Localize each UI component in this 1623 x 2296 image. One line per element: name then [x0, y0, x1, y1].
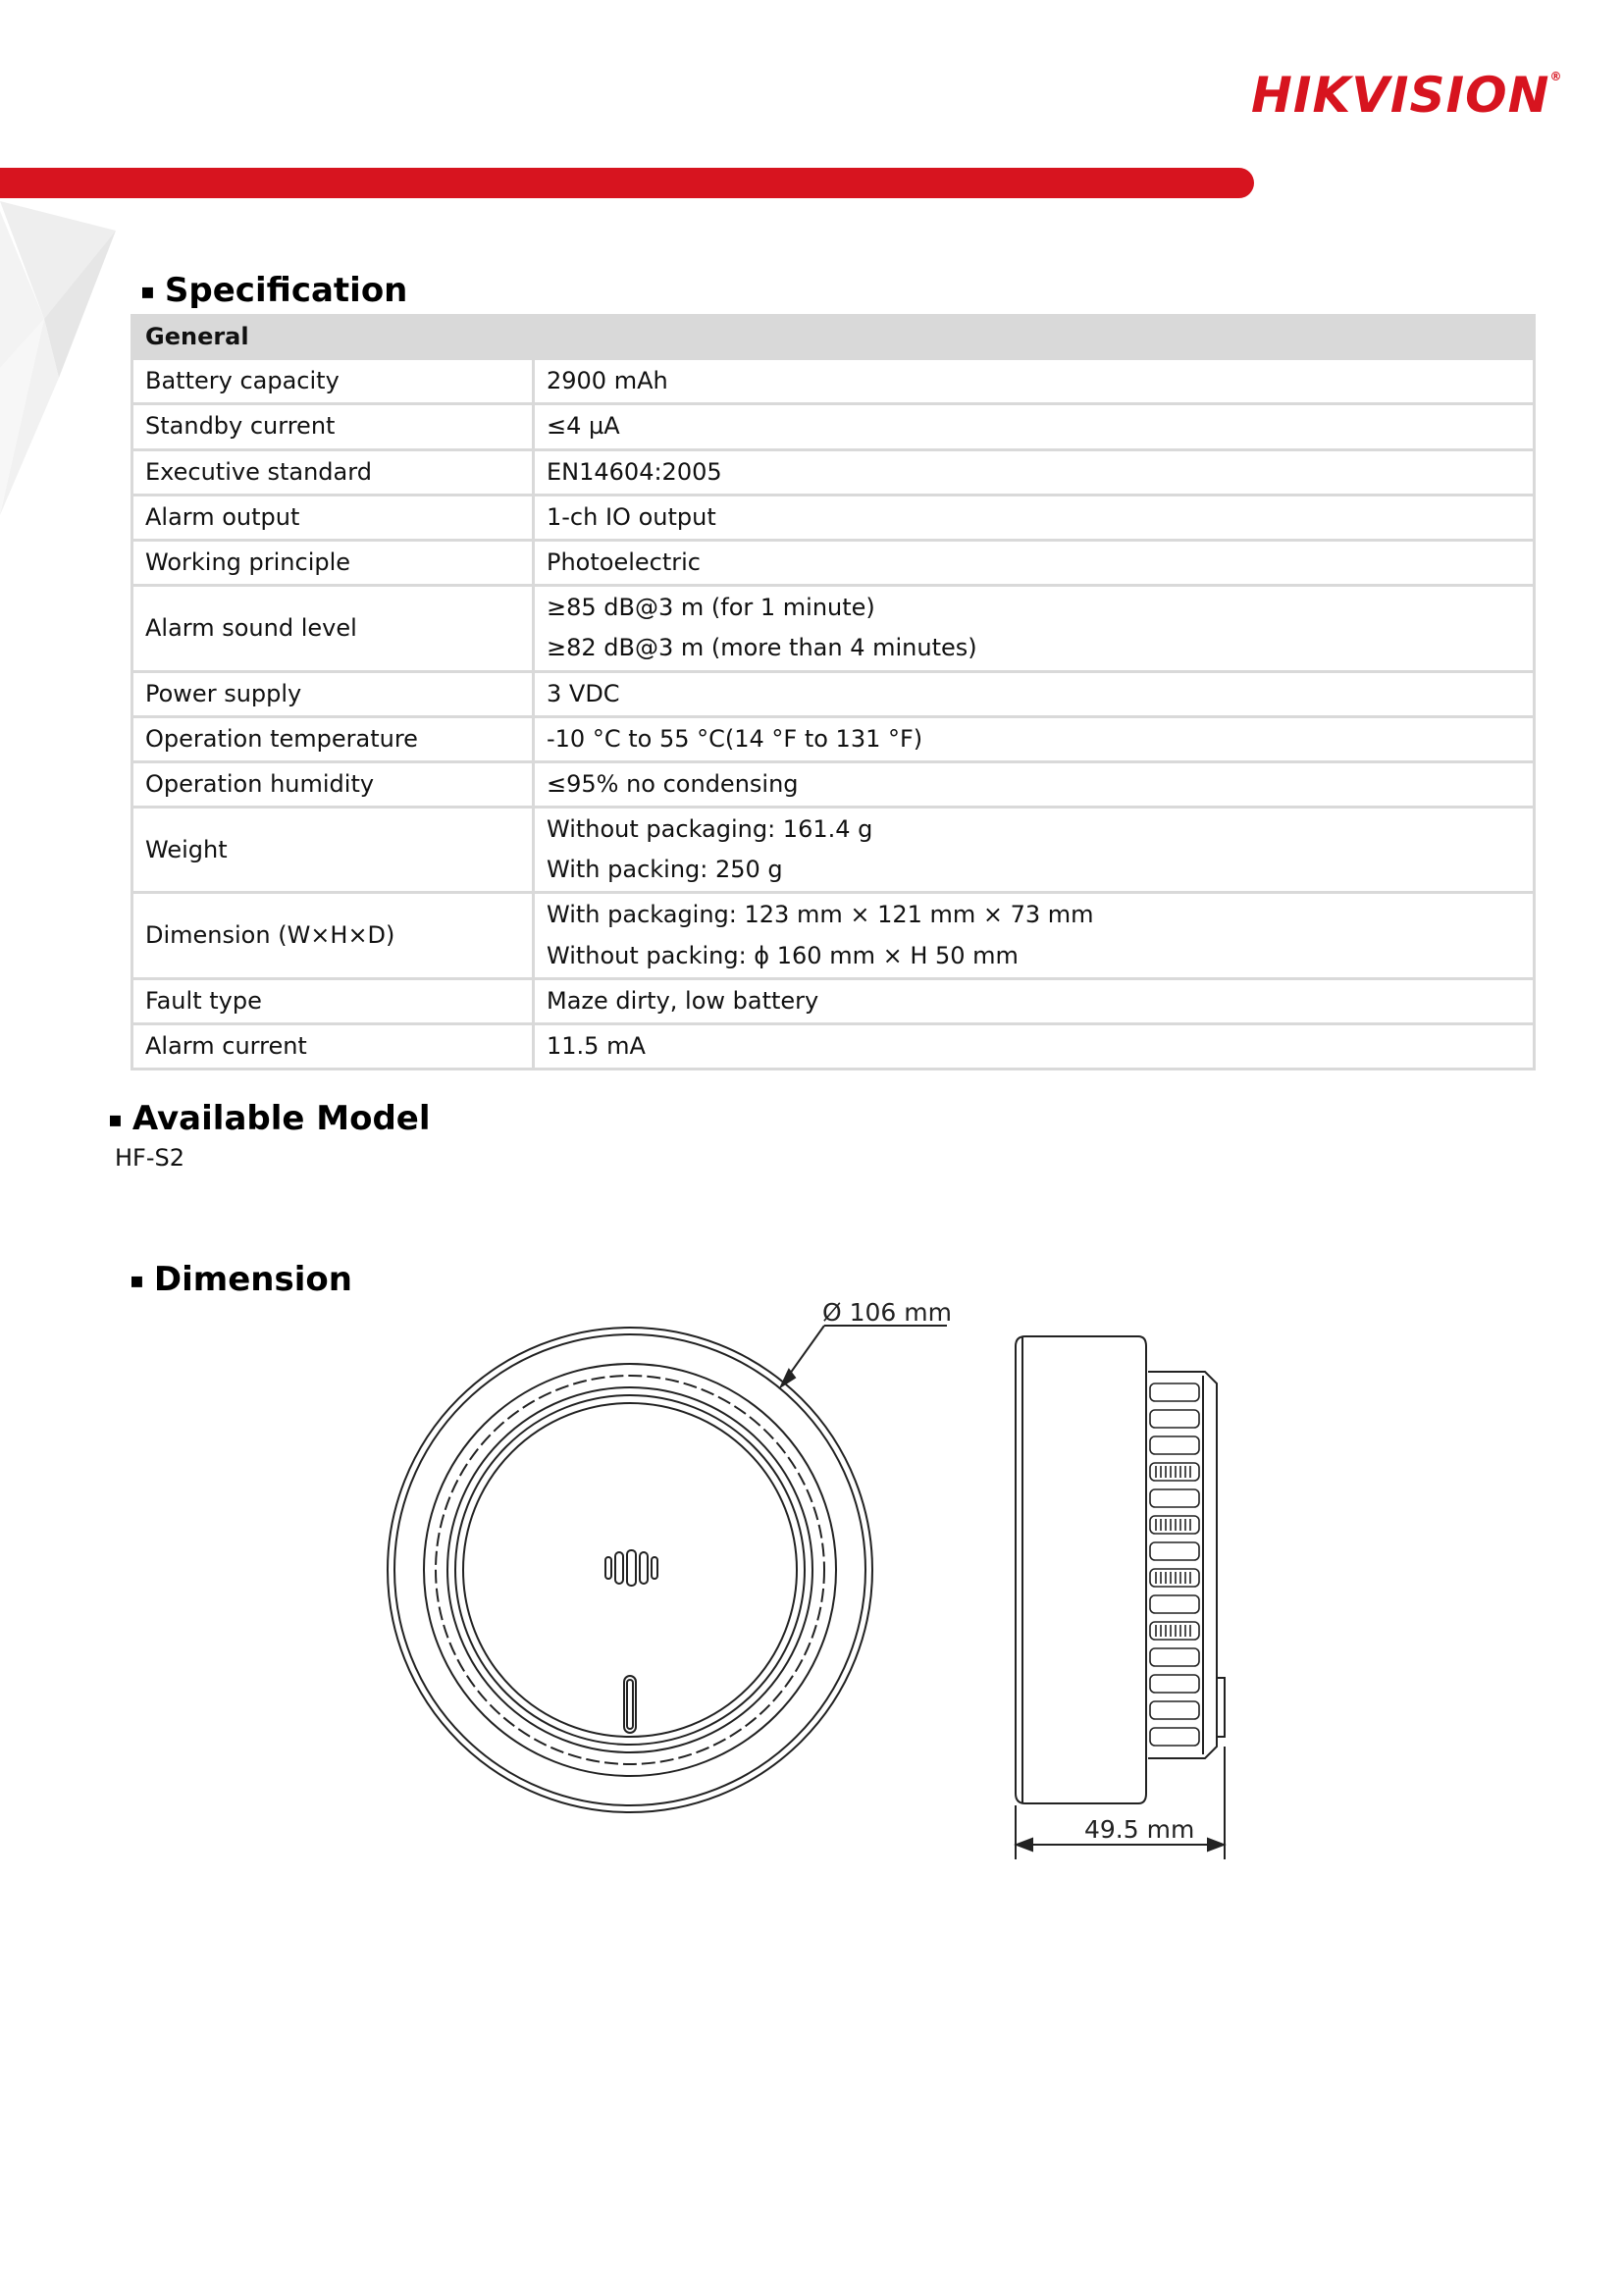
available-model-title: Available Model: [131, 1099, 431, 1138]
vent-fin: [1150, 1622, 1199, 1640]
spec-value: [534, 1024, 1535, 1070]
logo-part-vision: VISION: [1351, 67, 1550, 124]
spec-key: Working principle: [132, 540, 534, 585]
side-base-tab: [1217, 1678, 1225, 1737]
vent-fin: [1150, 1383, 1199, 1401]
dimension-title: Dimension: [153, 1260, 352, 1299]
spec-key: Executive standard: [132, 449, 534, 495]
detector-top-view: [388, 1328, 872, 1812]
spec-key: Alarm current: [132, 1024, 534, 1070]
table-row: [132, 716, 1535, 761]
spec-value: [534, 808, 1535, 893]
vent-fin: [1150, 1648, 1199, 1666]
spec-key: Battery capacity: [132, 359, 534, 404]
spec-value-line: Photoelectric: [547, 548, 701, 576]
specification-table: [131, 314, 1536, 1070]
spec-value: [534, 978, 1535, 1023]
spec-value-line: Without packaging: 161.4 g: [547, 815, 873, 844]
spec-value: [534, 449, 1535, 495]
bullet-square-icon: ▪: [140, 279, 155, 304]
spec-value-line: Without packing: ϕ 160 mm × H 50 mm: [547, 941, 1019, 969]
spec-value: [534, 716, 1535, 761]
spec-value-line: ≤4 µA: [547, 412, 620, 441]
registered-mark: ®: [1549, 70, 1563, 83]
vent-fin: [1150, 1569, 1199, 1587]
spec-key: Alarm sound level: [132, 586, 534, 671]
spec-value-line: Maze dirty, low battery: [547, 986, 819, 1015]
vent-fin: [1150, 1701, 1199, 1719]
vent-fin: [1150, 1489, 1199, 1507]
model-name: HF-S2: [115, 1144, 185, 1172]
depth-label: 49.5 mm: [1084, 1815, 1195, 1844]
table-row: [132, 761, 1535, 807]
diameter-leader-line: [781, 1326, 947, 1386]
vent-fin: [1150, 1595, 1199, 1613]
spec-key: Standby current: [132, 404, 534, 449]
spec-value: [534, 586, 1535, 671]
spec-value-line: ≥85 dB@3 m (for 1 minute): [547, 594, 875, 622]
logo-part-hik: HIK: [1251, 67, 1352, 124]
bullet-square-icon: ▪: [108, 1107, 123, 1132]
table-row: [132, 540, 1535, 585]
bullet-square-icon: ▪: [130, 1268, 144, 1293]
table-row: [132, 808, 1535, 893]
vent-fin: [1150, 1410, 1199, 1428]
spec-value-line: ≤95% no condensing: [547, 769, 799, 798]
spec-value: [534, 495, 1535, 540]
dimension-drawing: [373, 1285, 1305, 1894]
spec-value: [534, 404, 1535, 449]
table-row: [132, 1024, 1535, 1070]
spec-value-line: 3 VDC: [547, 679, 620, 707]
diameter-label: Ø 106 mm: [822, 1298, 952, 1327]
table-row: [132, 586, 1535, 671]
spec-value: [534, 671, 1535, 716]
decorative-shards: [0, 201, 128, 525]
spec-value: [534, 761, 1535, 807]
spec-value: [534, 359, 1535, 404]
specification-heading: [140, 271, 408, 310]
table-group-row: [132, 316, 1535, 359]
table-row: [132, 893, 1535, 978]
specification-title: Specification: [164, 271, 408, 310]
spec-value-line: 1-ch IO output: [547, 502, 716, 531]
spec-value-line: With packing: 250 g: [547, 856, 783, 884]
spec-key: Dimension (W×H×D): [132, 893, 534, 978]
spec-key: Operation humidity: [132, 761, 534, 807]
spec-key: Fault type: [132, 978, 534, 1023]
vent-fin: [1150, 1463, 1199, 1481]
table-group-label: General: [132, 316, 1535, 359]
vent-fin: [1150, 1436, 1199, 1454]
spec-value-line: EN14604:2005: [547, 457, 722, 486]
table-row: [132, 495, 1535, 540]
vent-fin: [1150, 1542, 1199, 1560]
spec-value-line: 2900 mAh: [547, 367, 668, 395]
side-vent-fins: [1150, 1383, 1199, 1746]
table-row: [132, 449, 1535, 495]
table-row: [132, 404, 1535, 449]
spec-key: Power supply: [132, 671, 534, 716]
spec-value-line: ≥82 dB@3 m (more than 4 minutes): [547, 634, 977, 662]
table-row: [132, 359, 1535, 404]
vent-fin: [1150, 1675, 1199, 1693]
header-red-bar: [0, 168, 1254, 198]
hikvision-logo: [1251, 67, 1563, 124]
available-model-heading: [108, 1099, 431, 1138]
spec-key: Alarm output: [132, 495, 534, 540]
spec-key: Operation temperature: [132, 716, 534, 761]
spec-value: [534, 540, 1535, 585]
table-row: [132, 978, 1535, 1023]
detector-side-view: [1016, 1336, 1217, 1803]
spec-value-line: -10 °C to 55 °C(14 °F to 131 °F): [547, 724, 923, 753]
spec-value-line: With packaging: 123 mm × 121 mm × 73 mm: [547, 901, 1094, 929]
dimension-heading: [130, 1260, 352, 1299]
vent-fin: [1150, 1728, 1199, 1746]
spec-key: Weight: [132, 808, 534, 893]
spec-value-line: 11.5 mA: [547, 1032, 646, 1060]
vent-fin: [1150, 1516, 1199, 1534]
table-row: [132, 671, 1535, 716]
spec-value: [534, 893, 1535, 978]
